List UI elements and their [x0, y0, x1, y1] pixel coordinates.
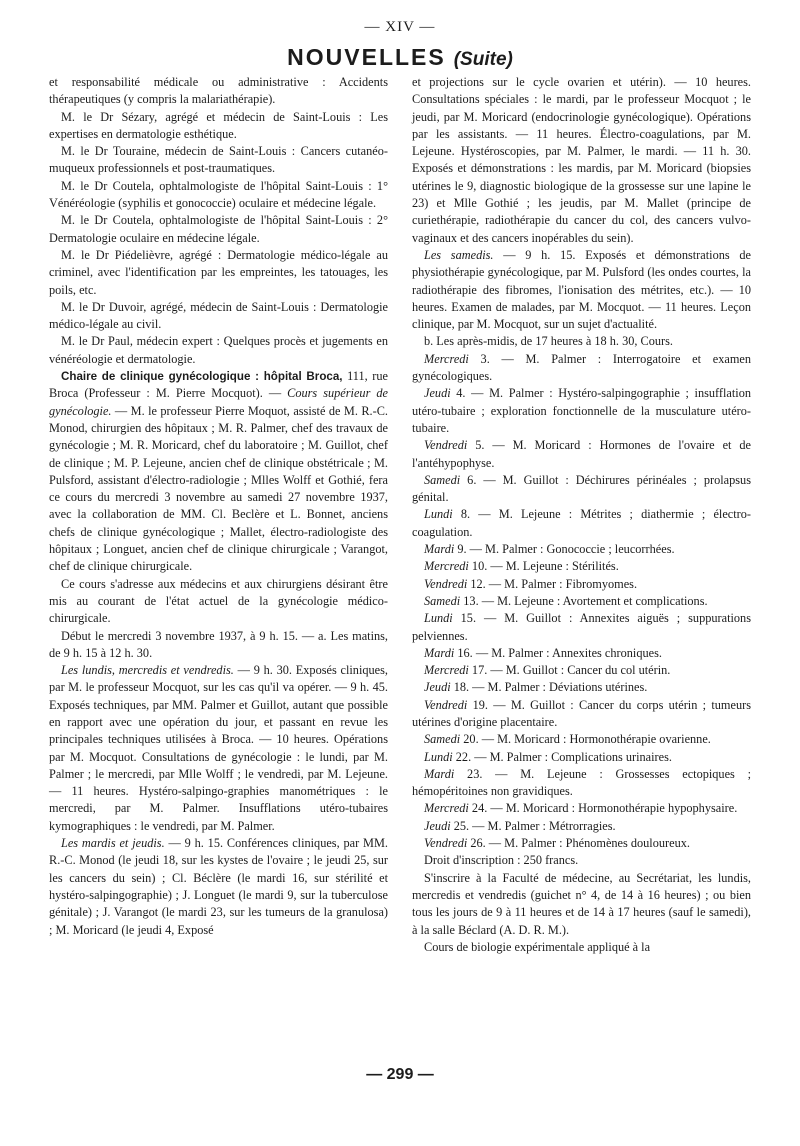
- paragraph: M. le Dr Paul, médecin expert : Quelques procès et jugements en vénéréologie et dermatologie.: [49, 334, 388, 366]
- course-day: Vendredi: [424, 576, 468, 591]
- course-text: 24. — M. Moricard : Hormonothérapie hypophysaire.: [468, 801, 738, 816]
- paragraph: Ce cours s'adresse aux médecins et aux chirurgiens désirant être mis au courant de l'état actuel de la gynécologie médico-chirurgicale.: [49, 576, 388, 626]
- course-text: 26. — M. Palmer : Phénomènes douloureux.: [467, 836, 690, 851]
- schedule-text: — 9 h. 15. Exposés et démonstrations de physiothérapie gynécologique, par M. Pulsford (les ondes courtes, la radiothérapie des fibromes, l'ionisation des métrites, etc.). — 10 heures. Examen de malades, par M. Mocquot. — 11 heures. Leçon clinique, par M. Mocquot, sur un sujet d'actualité.: [412, 247, 751, 332]
- course-entry: [412, 800, 751, 817]
- course-text: 10. — M. Lejeune : Stérilités.: [468, 559, 619, 574]
- course-day: Samedi: [424, 732, 461, 747]
- schedule-text: — 9 h. 30. Exposés cliniques, par M. le professeur Mocquot, sur les cas qu'il va opérer. — 9 h. 45. Exposés techniques, par MM. Palmer et Guillot, autant que possible en rapport avec une opération du jour, et passant en revue les principales techniques utilisées à Broca. — 10 heures. Opérations par M. Mocquot. Consultations de gynécologie : le lundi, par M. Palmer ; le mercredi, par Mlle Wolff ; le vendredi, par M. Lejeune. — 11 heures. Hystéro-salpingo-graphies manométriques : le mercredi, par M. Palmer. Insufflations utéro-tubaires kymographiques : le vendredi, par M. Palmer.: [49, 663, 388, 833]
- course-day: Mardi: [424, 645, 455, 660]
- page-number: — 299 —: [366, 1066, 434, 1083]
- course-day: Jeudi: [424, 818, 451, 833]
- paragraph: et responsabilité médicale ou administrative : Accidents thérapeutiques (y compris la malariathérapie).: [49, 75, 388, 107]
- left-column: [49, 74, 388, 939]
- schedule-day-label: Les lundis, mercredis et vendredis.: [61, 663, 234, 678]
- course-text: 23. — M. Lejeune : Grossesses ectopiques ; hémopéritoines non gravidiques.: [412, 766, 751, 799]
- course-entry: [412, 576, 751, 593]
- course-day: Vendredi: [424, 438, 468, 453]
- chaire-address: 111, rue Broca (Professeur : M. Pierre Mocquot). —: [49, 369, 388, 401]
- course-day: Vendredi: [424, 697, 468, 712]
- course-day: Mercredi: [424, 559, 469, 574]
- course-text: 22. — M. Palmer : Complications urinaires.: [452, 749, 672, 764]
- course-entry: [412, 558, 751, 575]
- course-day: Mercredi: [424, 663, 469, 678]
- paragraph: M. le Dr Coutela, ophtalmologiste de l'hôpital Saint-Louis : 1° Vénéréologie (syphilis et gonococcie) oculaire et médecine légale.: [49, 178, 388, 211]
- course-text: 16. — M. Palmer : Annexites chroniques.: [454, 645, 662, 660]
- course-text: 5. — M. Moricard : Hormones de l'ovaire et de l'antéhypophyse.: [412, 438, 751, 470]
- paragraph: M. le Dr Duvoir, agrégé, médecin de Saint-Louis : Dermatologie médico-légale au civil.: [49, 299, 388, 332]
- schedule-day-label: Les samedis.: [424, 247, 494, 262]
- course-day: Mercredi: [424, 351, 469, 366]
- course-day: Jeudi: [424, 386, 451, 401]
- schedule-paragraph: [412, 247, 751, 333]
- course-day: Lundi: [424, 507, 453, 522]
- course-title: Cours supérieur de gynécologie.: [49, 386, 388, 418]
- paragraph: Cours de biologie expérimentale appliqué à la: [424, 939, 651, 954]
- paragraph: Début le mercredi 3 novembre 1937, à 9 h. 15. — a. Les matins, de 9 h. 15 à 12 h. 30.: [49, 628, 388, 660]
- chaire-heading: Chaire de clinique gynécologique : hôpital Broca,: [61, 370, 343, 384]
- paragraph: M. le Dr Piédelièvre, agrégé : Dermatologie médico-légale au criminel, avec l'identification par les empreintes, les tatouages, les poils, etc.: [49, 247, 388, 297]
- course-entry: [412, 697, 751, 732]
- course-entry: [412, 835, 751, 852]
- course-entry: [412, 593, 751, 610]
- course-text: 13. — M. Lejeune : Avortement et complications.: [460, 593, 708, 608]
- course-text: 8. — M. Lejeune : Métrites ; diathermie ; électro-coagulation.: [412, 507, 751, 539]
- schedule-day-label: Les mardis et jeudis.: [61, 836, 165, 851]
- course-entry: [412, 541, 751, 558]
- paragraph: b. Les après-midis, de 17 heures à 18 h. 30, Cours.: [424, 334, 673, 349]
- chaire-text: — M. le professeur Pierre Moquot, assisté de M. R.-C. Monod, chirurgien des hôpitaux ; M. R. Palmer, chef des travaux de gynécologie ; M. R. Moricard, chef du laboratoire ; M. Guillot, chef de clinique ; M. P. Lejeune, ancien chef de clinique obstétricale ; M. Pulsford, assistant d'électro-radiologie ; Mlles Wolff et Gothié, fera ce cours du mercredi 3 novembre au samedi 27 novembre 1937, avec la collaboration de MM. Cl. Beclère et L. Bonnet, anciens chefs de clinique gynécologique ; Mallet, électro-radiologiste des hôpitaux ; Longuet, ancien chef de clinique chirurgicale ; Varangot, chef de clinique chirurgicale.: [49, 403, 388, 574]
- chaire-paragraph: [49, 368, 388, 576]
- course-entry: [412, 818, 751, 835]
- course-entry: [412, 351, 751, 386]
- course-text: 17. — M. Guillot : Cancer du col utérin.: [468, 663, 671, 678]
- course-day: Lundi: [424, 749, 453, 764]
- course-text: 15. — M. Guillot : Annexites aiguës ; suppurations pelviennes.: [412, 611, 751, 643]
- paragraph: M. le Dr Touraine, médecin de Saint-Louis : Cancers cutanéo-muqueux professionnels et post-traumatiques.: [49, 144, 388, 176]
- course-day: Vendredi: [424, 836, 468, 851]
- course-entry: [412, 610, 751, 645]
- section-header: [0, 44, 800, 71]
- schedule-paragraph: [49, 662, 388, 835]
- course-text: 25. — M. Palmer : Métrorragies.: [450, 818, 616, 833]
- course-text: 9. — M. Palmer : Gonococcie ; leucorrhées.: [454, 542, 675, 557]
- course-day: Mercredi: [424, 801, 469, 816]
- course-day: Mardi: [424, 542, 455, 557]
- course-text: 6. — M. Guillot : Déchirures périnéales ; prolapsus génital.: [412, 472, 751, 505]
- course-entry: [412, 506, 751, 541]
- course-day: Samedi: [424, 593, 461, 608]
- section-subtitle: (Suite): [453, 49, 513, 70]
- course-entry: [412, 645, 751, 662]
- paragraph: M. le Dr Coutela, ophtalmologiste de l'hôpital Saint-Louis : 2° Dermatologie oculaire en médecine légale.: [49, 213, 388, 245]
- course-entry: [412, 679, 751, 696]
- course-text: 20. — M. Moricard : Hormonothérapie ovarienne.: [460, 732, 711, 747]
- course-entry: [412, 749, 751, 766]
- course-entry: [412, 766, 751, 801]
- course-day: Lundi: [424, 611, 453, 626]
- course-entry: [412, 385, 751, 437]
- paragraph: M. le Dr Sézary, agrégé et médecin de Saint-Louis : Les expertises en dermatologie esthétique.: [49, 109, 388, 141]
- course-entry: [412, 437, 751, 472]
- course-text: 4. — M. Palmer : Hystéro-salpingographie ; insufflation utéro-tubaire ; exploration fonctionnelle de la musculature utéro-tubaire.: [412, 386, 751, 435]
- paragraph: et projections sur le cycle ovarien et utérin). — 10 heures. Consultations spéciales : le mardi, par le professeur Mocquot ; le jeudi, par M. Moricard (endocrinologie gynécologique). Opérations par les assistants. — 11 heures. Électro-coagulations, par M. Lejeune. Hystéroscopies, par M. Palmer, le mardi. — 11 h. 30. Exposés et démonstrations : les mardis, par M. Moricard (biopsies utérines le 9, diagnostic biologique de la grossesse sur une lapine le 23) et Mlle Gothié ; les jeudis, par M. Mallet (principe de curiethérapie, radiothérapie du cancer du col, des cancers vulvo-vaginaux et des cancers inopérables du sein).: [412, 75, 751, 245]
- course-text: 12. — M. Palmer : Fibromyomes.: [467, 576, 638, 591]
- course-entry: [412, 662, 751, 679]
- page-numeral-top: — XIV —: [364, 19, 436, 35]
- section-title: NOUVELLES: [287, 44, 446, 70]
- course-entry: [412, 731, 751, 748]
- schedule-paragraph: [49, 835, 388, 939]
- course-day: Mardi: [424, 766, 455, 781]
- paragraph: Droit d'inscription : 250 francs.: [424, 853, 579, 868]
- course-text: 19. — M. Guillot : Cancer du corps utérin ; tumeurs utérines d'origine placentaire.: [412, 697, 751, 729]
- paragraph: S'inscrire à la Faculté de médecine, au Secrétariat, les lundis, mercredis et vendredis (guichet n° 4, de 14 à 16 heures) ; ou bien tous les jours de 9 à 11 heures et de 14 à 17 heures (sauf le samedi), à la salle Béclard (A. D. R. M.).: [412, 870, 751, 937]
- course-day: Jeudi: [424, 680, 451, 695]
- course-entry: [412, 472, 751, 507]
- course-text: 18. — M. Palmer : Déviations utérines.: [450, 680, 648, 695]
- schedule-text: — 9 h. 15. Conférences cliniques, par MM. R.-C. Monod (le jeudi 18, sur les kystes de l'ovaire ; le jeudi 25, sur les cancers du sein) ; Cl. Béclère (le mardi 16, sur stérilité et hystéro-salpingographie) ; J. Longuet (le mardi 9, sur la tuberculose génitale) ; J. Varangot (le mardi 23, sur les tumeurs de la granulosa) ; M. Moricard (le jeudi 4, Exposé: [49, 836, 388, 937]
- course-day: Samedi: [424, 472, 461, 487]
- course-text: 3. — M. Palmer : Interrogatoire et examen gynécologiques.: [412, 351, 751, 384]
- right-column: [412, 74, 751, 956]
